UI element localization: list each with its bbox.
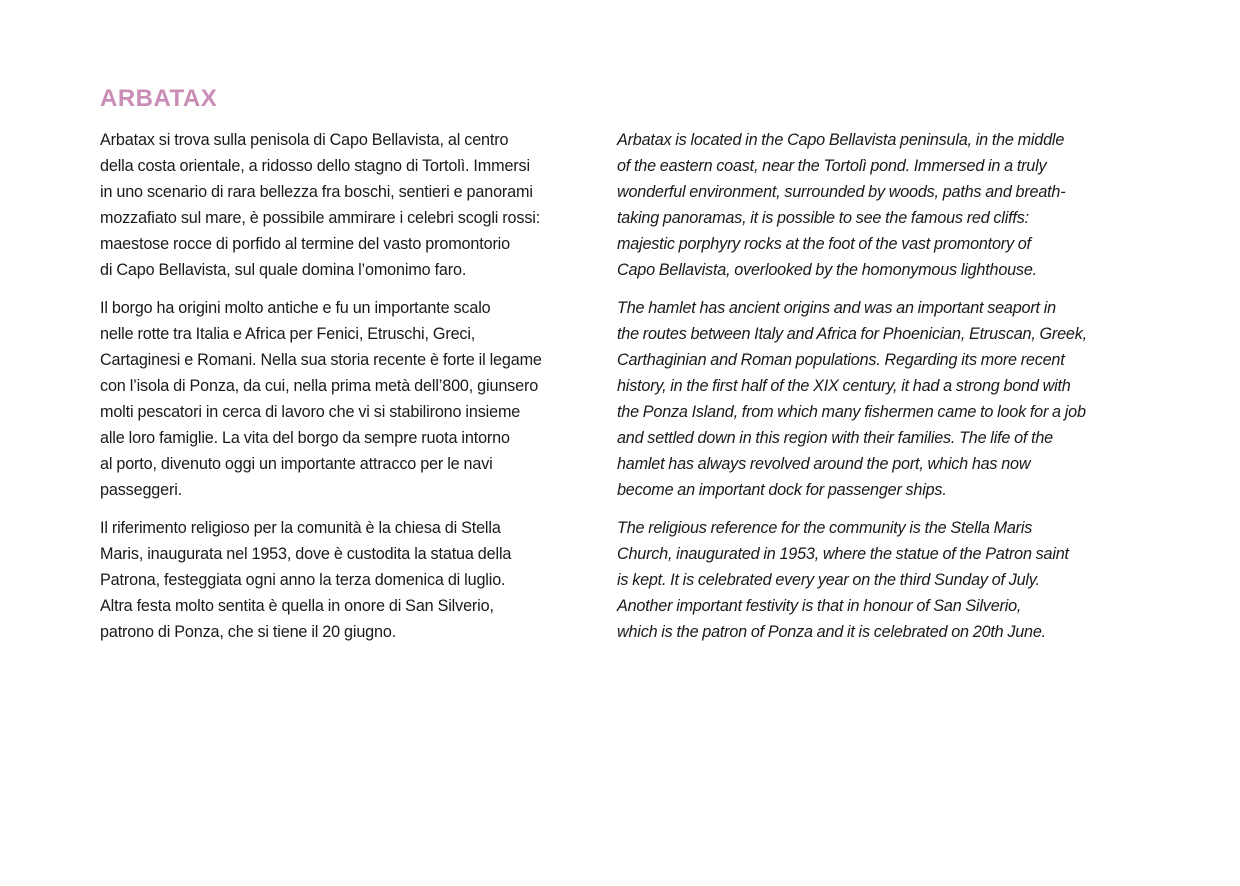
- italian-paragraph-intro: Arbatax si trova sulla penisola di Capo Bellavista, al centro della costa orientale, a ridosso dello stagno di Tortolì. Immersi in uno scenario di rara bellezza fra boschi, sentieri e panorami mozzafiato sul mare, è possibile ammirare i celebri scogli rossi: maestose rocce di porfido al termine del vasto promontorio di Capo Bellavista, sul quale domina l’omonimo faro.: [100, 131, 541, 279]
- english-paragraph-religion: The religious reference for the community is the Stella Maris Church, inaugurated in 1953, where the statue of the Patron saint is kept. It is celebrated every year on the third Sunday of July. Another important festivity is that in honour of San Silverio, which is the patron of Ponza and it is celebrated on 20th June.: [617, 519, 1069, 641]
- english-paragraph-history: The hamlet has ancient origins and was an important seaport in the routes between Italy and Africa for Phoenician, Etruscan, Greek, Carthaginian and Roman populations. Regarding its more recent history, in the first half of the XIX century, it had a strong bond with the Ponza Island, from which many fishermen came to look for a job and settled down in this region with their families. The life of the hamlet has always revolved around the port, which has now become an important dock for passenger ships.: [617, 299, 1087, 499]
- italian-paragraph-history: Il borgo ha origini molto antiche e fu un importante scalo nelle rotte tra Italia e Africa per Fenici, Etruschi, Greci, Cartaginesi e Romani. Nella sua storia recente è forte il legame con l’isola di Ponza, da cui, nella prima metà dell’800, giunsero molti pescatori in cerca di lavoro che vi si stabilirono insieme alle loro famiglie. La vita del borgo da sempre ruota intorno al porto, divenuto oggi un importante attracco per le navi passeggeri.: [100, 299, 542, 499]
- page-title: ARBATAX: [100, 85, 218, 112]
- italian-paragraph-religion: Il riferimento religioso per la comunità è la chiesa di Stella Maris, inaugurata nel 1953, dove è custodita la statua della Patrona, festeggiata ogni anno la terza domenica di luglio. Altra festa molto sentita è quella in onore di San Silverio, patrono di Ponza, che si tiene il 20 giugno.: [100, 519, 512, 641]
- english-text-column: [617, 127, 1117, 657]
- italian-text-column: [100, 127, 600, 657]
- english-paragraph-intro: Arbatax is located in the Capo Bellavista peninsula, in the middle of the eastern coast, near the Tortolì pond. Immersed in a truly wonderful environment, surrounded by woods, paths and breath- taking panoramas, it is possible to see the famous red cliffs: majestic porphyry rocks at the foot of the vast promontory of Capo Bellavista, overlooked by the homonymous lighthouse.: [617, 131, 1066, 279]
